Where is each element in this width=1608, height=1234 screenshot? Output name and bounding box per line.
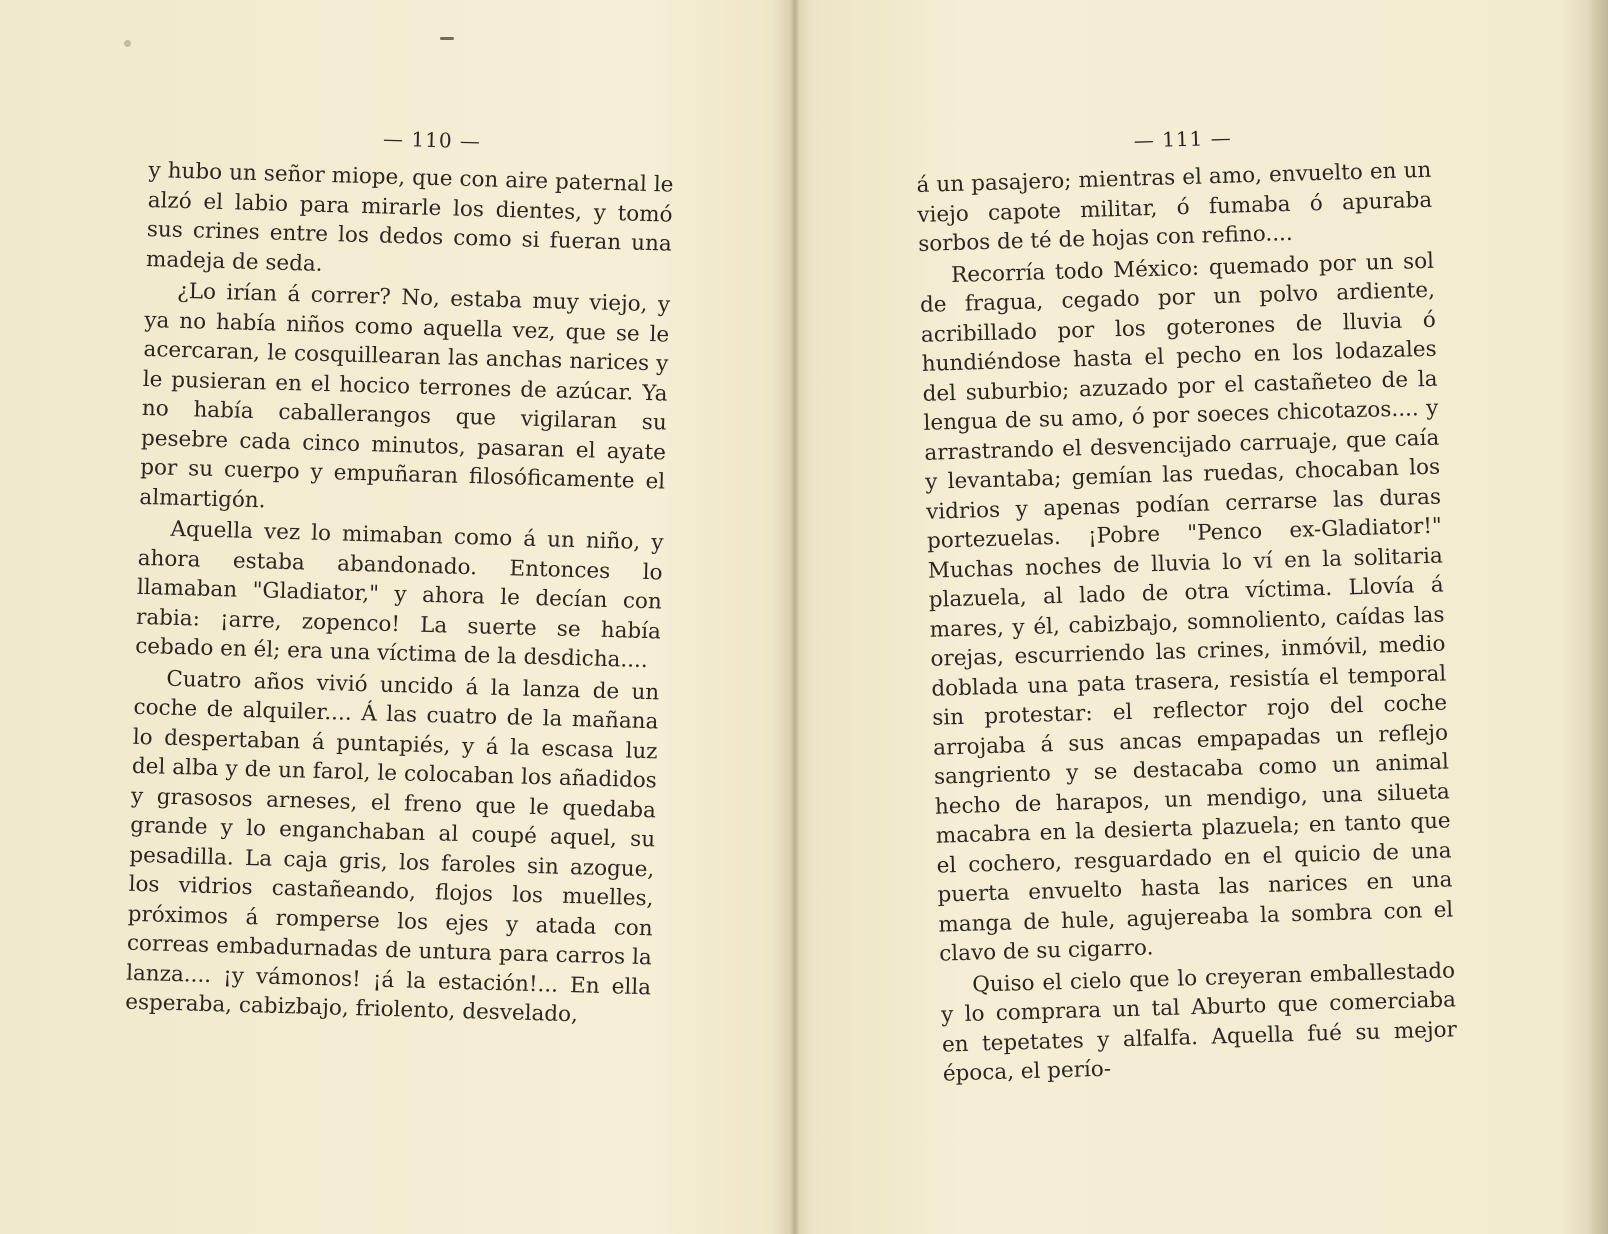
paragraph: Quiso el cielo que lo creyeran emballestado y lo comprara un tal Aburto que comerciaba en tepetates y alfalfa. Aquella fué su mejor época, el perío- <box>940 957 1458 1087</box>
paper-spot <box>124 40 131 47</box>
page-edge-shadow <box>1586 0 1608 1234</box>
left-page <box>125 120 675 1032</box>
paragraph: y hubo un señor miope, que con aire paternal le alzó el labio para mirarle los dientes, y tomó sus crines entre los dedos como si fueran una madeja de seda. <box>145 157 674 277</box>
paragraph: ¿Lo irían á correr? No, estaba muy viejo, y ya no había niños como aquella vez, que se le acercaran, le cosquillearan las anchas narices y le pusieran en el hocico terrones de azúcar. Ya no había caballerangos que vigilaran su pesebre cada cinco minutos, pasaran el ayate por su cuerpo y empuñaran filosóficamente el almartigón. <box>139 278 671 513</box>
page-number-right: — 111 — <box>1133 125 1233 153</box>
paragraph: Aquella vez lo mimaban como á un niño, y ahora estaba abandonado. Entonces lo llamaban "Gladiator," y ahora le decían con rabia: ¡arre, zopenco! La suerte se había cebado en él; era una víctima de la desdicha.... <box>134 516 664 674</box>
paragraph: Recorría todo México: quemado por un sol de fragua, cegado por un polvo ardiente, acribillado por los goterones de lluvia ó hundiéndose hasta el pecho en los lodazales del suburbio; azuzado por el castañeteo de la lengua de su amo, ó por soeces chicotazos.... y arrastrando el desvencijado carruaje, que caía y levantaba; gemían las ruedas, chocaban los vidrios y apenas podían cerrarse las duras portezuelas. ¡Pobre "Penco ex-Gladiator!" Muchas noches de lluvia lo ví en la solitaria plazuela, al lado de otra víctima. Llovía á mares, y él, cabizbajo, somnoliento, caídas las orejas, escurriendo las crines, inmóvil, medio doblada una pata trasera, resistía el temporal sin protestar: el reflector rojo del coche arrojaba á sus ancas empapadas un reflejo sangriento y se destacaba como un animal hecho de harapos, un mendigo, una silueta macabra en la desierta plazuela; en tanto que el cochero, resguardado en el quicio de una puerta envuelto hasta las narices en una manga de hule, agujereaba la sombra con el clavo de su cigarro. <box>919 248 1454 967</box>
paragraph: á un pasajero; mientras el amo, envuelto en un viejo capote militar, ó fumaba ó apuraba sorbos de té de hojas con refino.... <box>916 157 1433 257</box>
page-number-left: — 110 — <box>382 126 482 154</box>
paragraph: Cuatro años vivió uncido á la lanza de un coche de alquiler.... Á las cuatro de la mañana lo despertaban á puntapiés, y á la escasa luz del alba y de un farol, le colocaban los añadidos y grasosos arneses, el freno que le quedaba grande y lo enganchaban al coupé aquel, su pesadilla. La caja gris, los faroles sin azogue, los vidrios castañeando, flojos los muelles, próximos á romperse los ejes y atada con correas embadurnadas de untura para carros la lanza.... ¡y vámonos! ¡á la estación!... En ella esperaba, cabizbajo, friolento, desvelado, <box>125 666 660 1028</box>
book-gutter <box>790 0 800 1234</box>
right-page <box>915 120 1458 1089</box>
paper-spot <box>440 37 454 40</box>
